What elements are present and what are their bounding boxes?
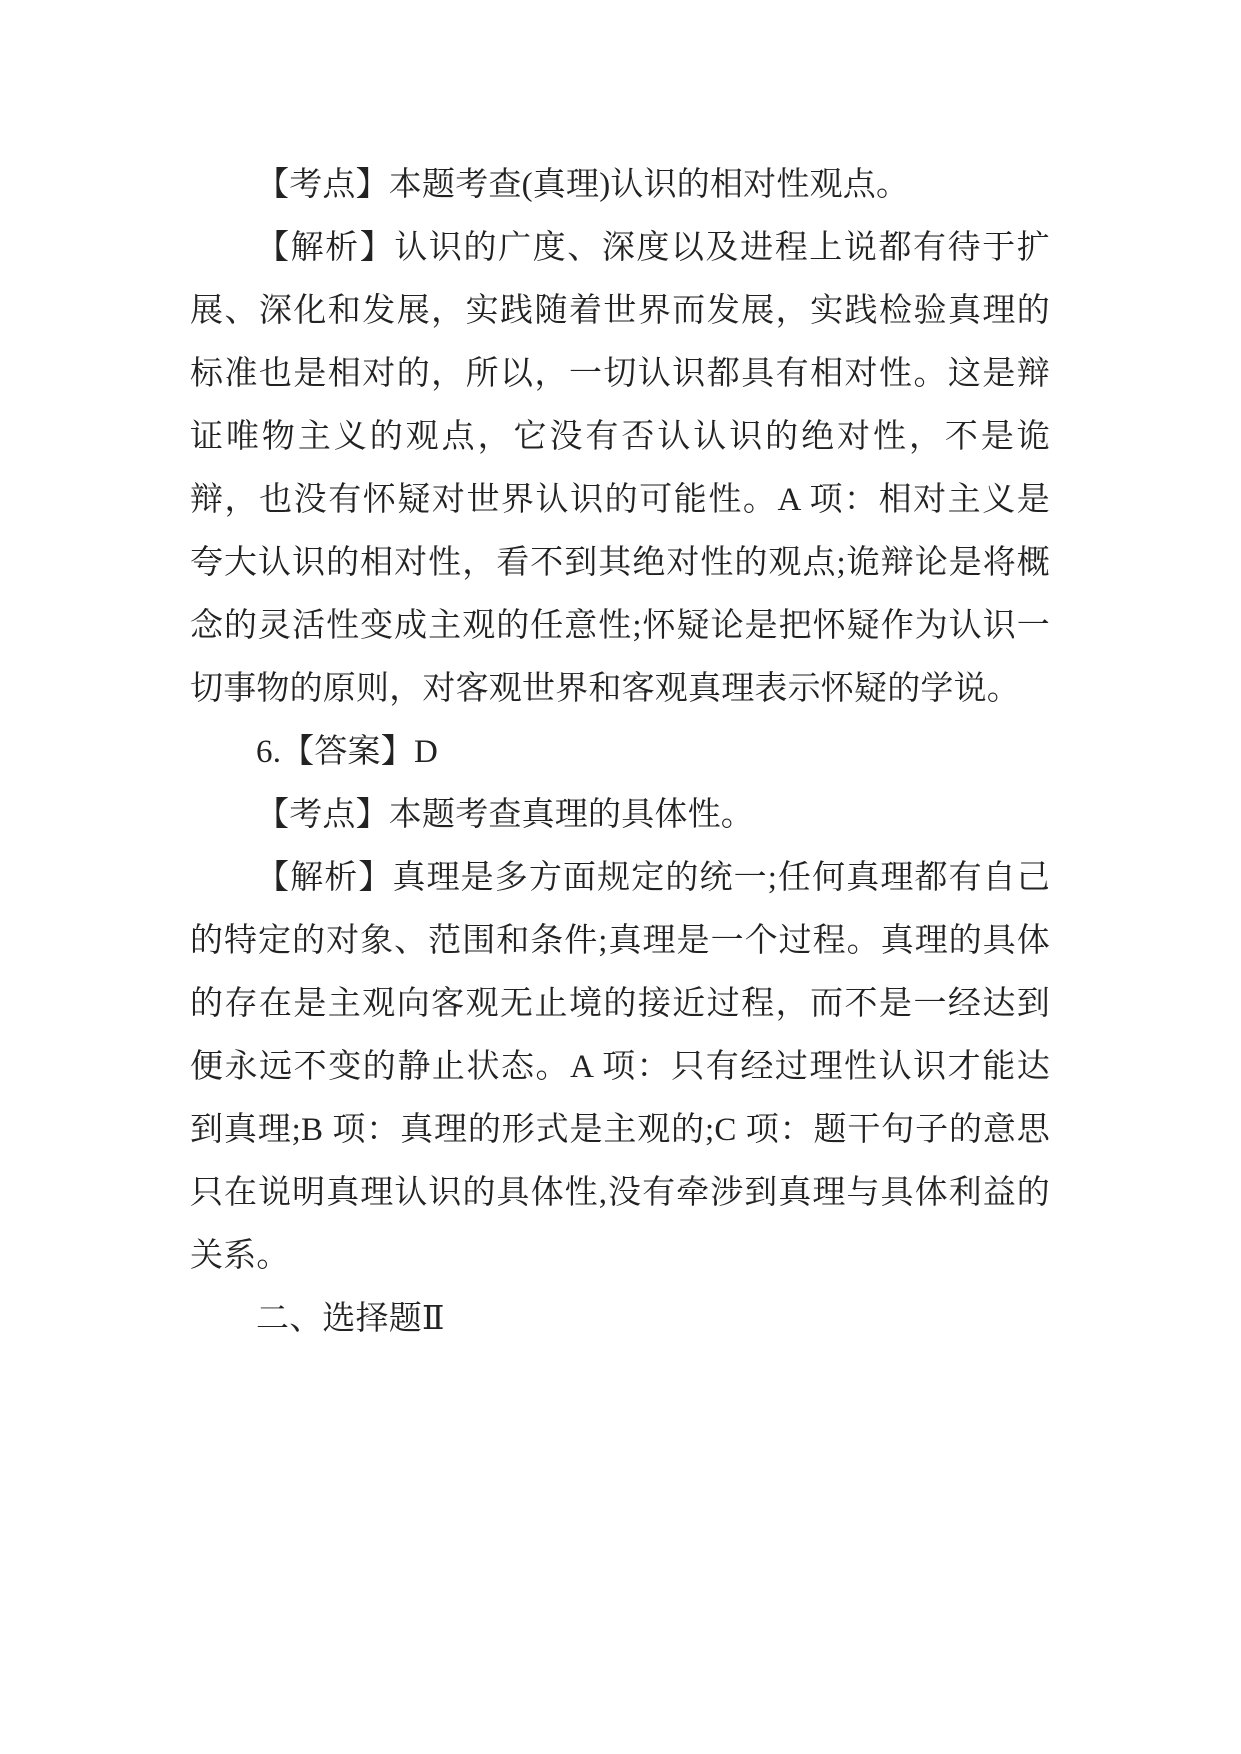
exam-point-1: 【考点】本题考查(真理)认识的相对性观点。 bbox=[256, 167, 910, 203]
exam-point-2: 【考点】本题考查真理的具体性。 bbox=[256, 797, 754, 833]
analysis-2: 【解析】真理是多方面规定的统一;任何真理都有自己的特定的对象、范围和条件;真理是一个过程。真理的具体的存在是主观向客观无止境的接近过程，而不是一经达到便永远不变的静止状态。A 项：只有经过理性认识才能达到真理;B 项：真理的形式是主观的;C 项：题干句子的意思只在说明真理认识的具体性,没有牵涉到真理与具体利益的关系。 bbox=[190, 860, 1050, 1274]
section-heading-2: 二、选择题Ⅱ bbox=[256, 1301, 445, 1337]
analysis-1: 【解析】认识的广度、深度以及进程上说都有待于扩展、深化和发展，实践随着世界而发展，实践检验真理的标准也是相对的，所以，一切认识都具有相对性。这是辩证唯物主义的观点，它没有否认认识的绝对性，不是诡辩，也没有怀疑对世界认识的可能性。A 项：相对主义是夸大认识的相对性，看不到其绝对性的观点;诡辩论是将概念的灵活性变成主观的任意性;怀疑论是把怀疑作为认识一切事物的原则，对客观世界和客观真理表示怀疑的学说。 bbox=[190, 230, 1050, 707]
answer-6: 6.【答案】D bbox=[256, 734, 438, 770]
